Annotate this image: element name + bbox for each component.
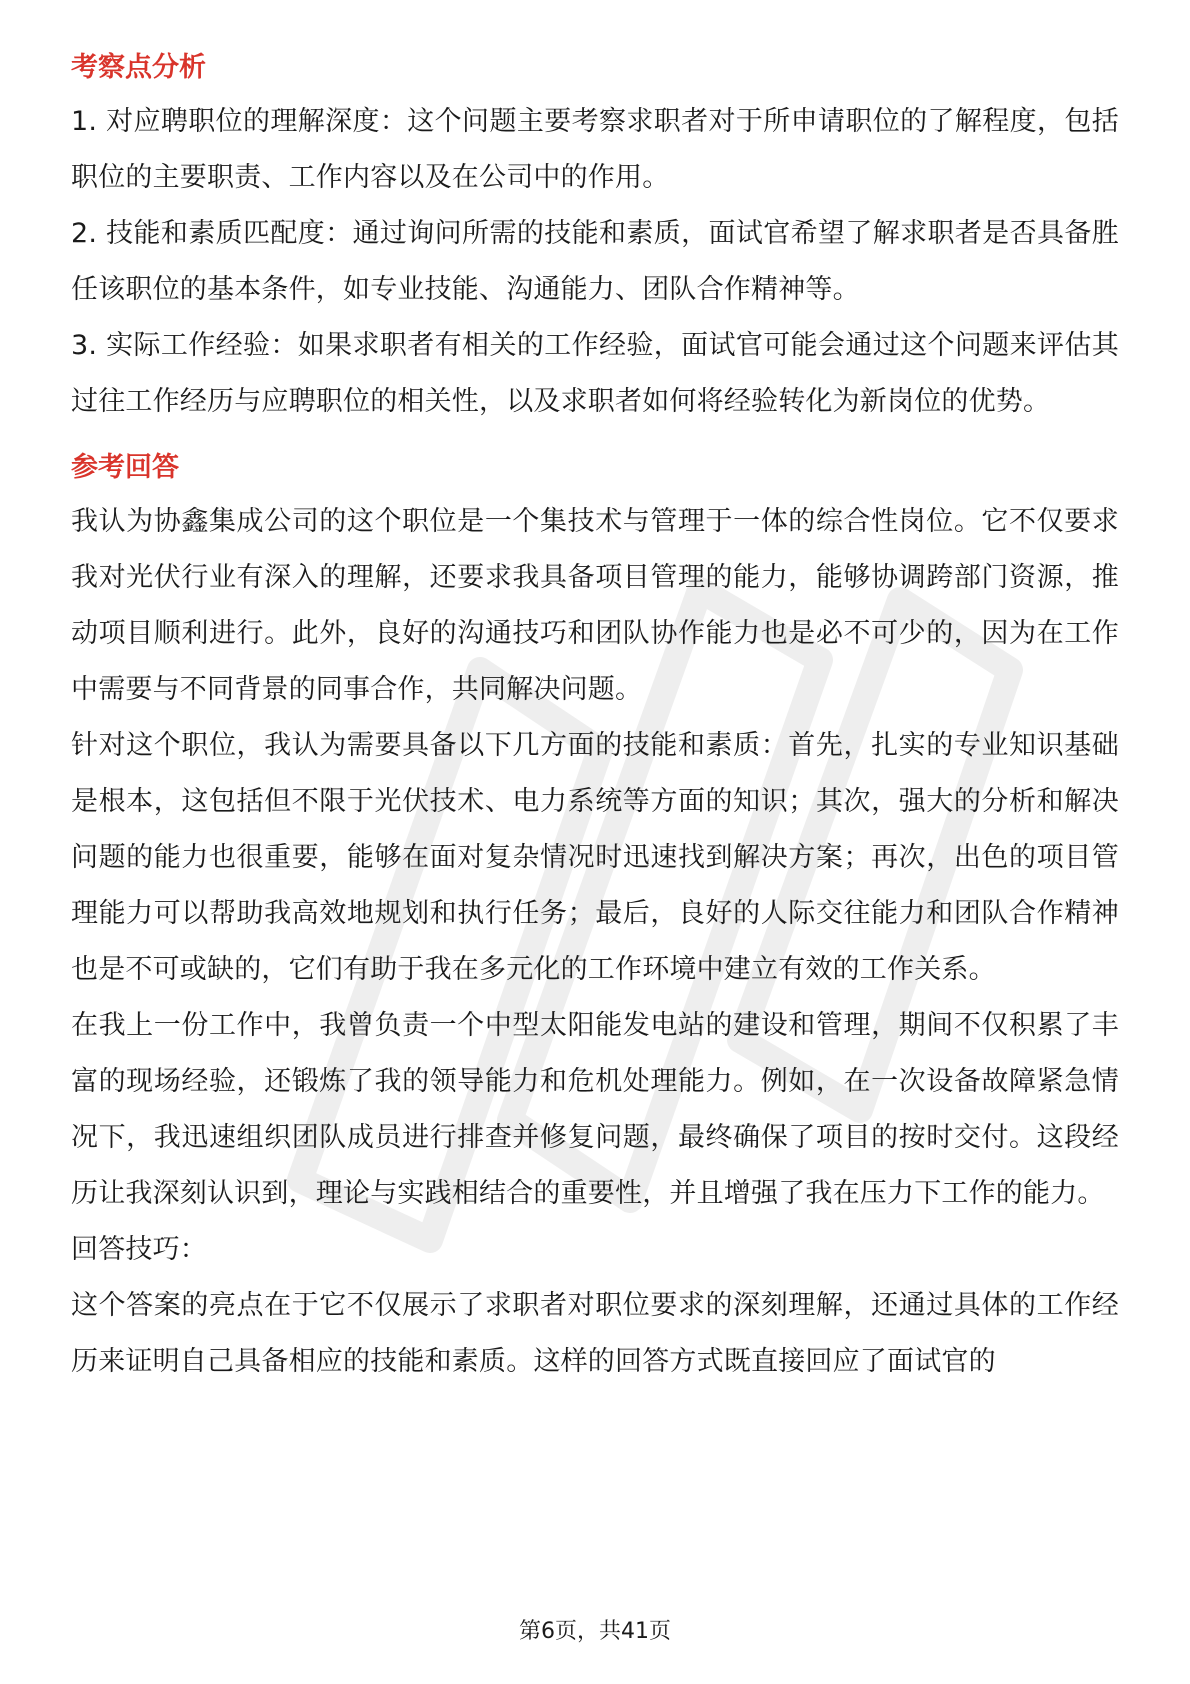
section-title-analysis: 考察点分析 xyxy=(71,52,206,83)
answer-paragraph: 针对这个职位，我认为需要具备以下几方面的技能和素质：首先，扎实的专业知识基础是根本，这包括但不限于光伏技术、电力系统等方面的知识；其次，强大的分析和解决问题的能力也很重要，能够在面对复杂情况时迅速找到解决方案；再次，出色的项目管理能力可以帮助我高效地规划和执行任务；最后，良好的人际交往能力和团队合作精神也是不可或缺的，它们有助于我在多元化的工作环境中建立有效的工作关系。 xyxy=(71,730,1119,985)
analysis-point: 3. 实际工作经验：如果求职者有相关的工作经验，面试官可能会通过这个问题来评估其过往工作经历与应聘职位的相关性，以及求职者如何将经验转化为新岗位的优势。 xyxy=(71,330,1119,417)
page-number: 第6页，共41页 xyxy=(519,1619,671,1644)
analysis-point: 1. 对应聘职位的理解深度：这个问题主要考察求职者对于所申请职位的了解程度，包括职位的主要职责、工作内容以及在公司中的作用。 xyxy=(71,106,1119,193)
answer-paragraph: 在我上一份工作中，我曾负责一个中型太阳能发电站的建设和管理，期间不仅积累了丰富的现场经验，还锻炼了我的领导能力和危机处理能力。例如，在一次设备故障紧急情况下，我迅速组织团队成员进行排查并修复问题，最终确保了项目的按时交付。这段经历让我深刻认识到，理论与实践相结合的重要性，并且增强了我在压力下工作的能力。 xyxy=(71,1010,1119,1209)
answer-tips-label: 回答技巧： xyxy=(71,1234,207,1265)
answer-paragraph: 这个答案的亮点在于它不仅展示了求职者对职位要求的深刻理解，还通过具体的工作经历来证明自己具备相应的技能和素质。这样的回答方式既直接回应了面试官的 xyxy=(71,1290,1119,1377)
page-content xyxy=(71,48,1119,1390)
analysis-point: 2. 技能和素质匹配度：通过询问所需的技能和素质，面试官希望了解求职者是否具备胜任该职位的基本条件，如专业技能、沟通能力、团队合作精神等。 xyxy=(71,218,1119,305)
answer-paragraph: 我认为协鑫集成公司的这个职位是一个集技术与管理于一体的综合性岗位。它不仅要求我对光伏行业有深入的理解，还要求我具备项目管理的能力，能够协调跨部门资源，推动项目顺利进行。此外，良好的沟通技巧和团队协作能力也是必不可少的，因为在工作中需要与不同背景的同事合作，共同解决问题。 xyxy=(71,506,1119,705)
section-title-answer: 参考回答 xyxy=(71,452,179,483)
